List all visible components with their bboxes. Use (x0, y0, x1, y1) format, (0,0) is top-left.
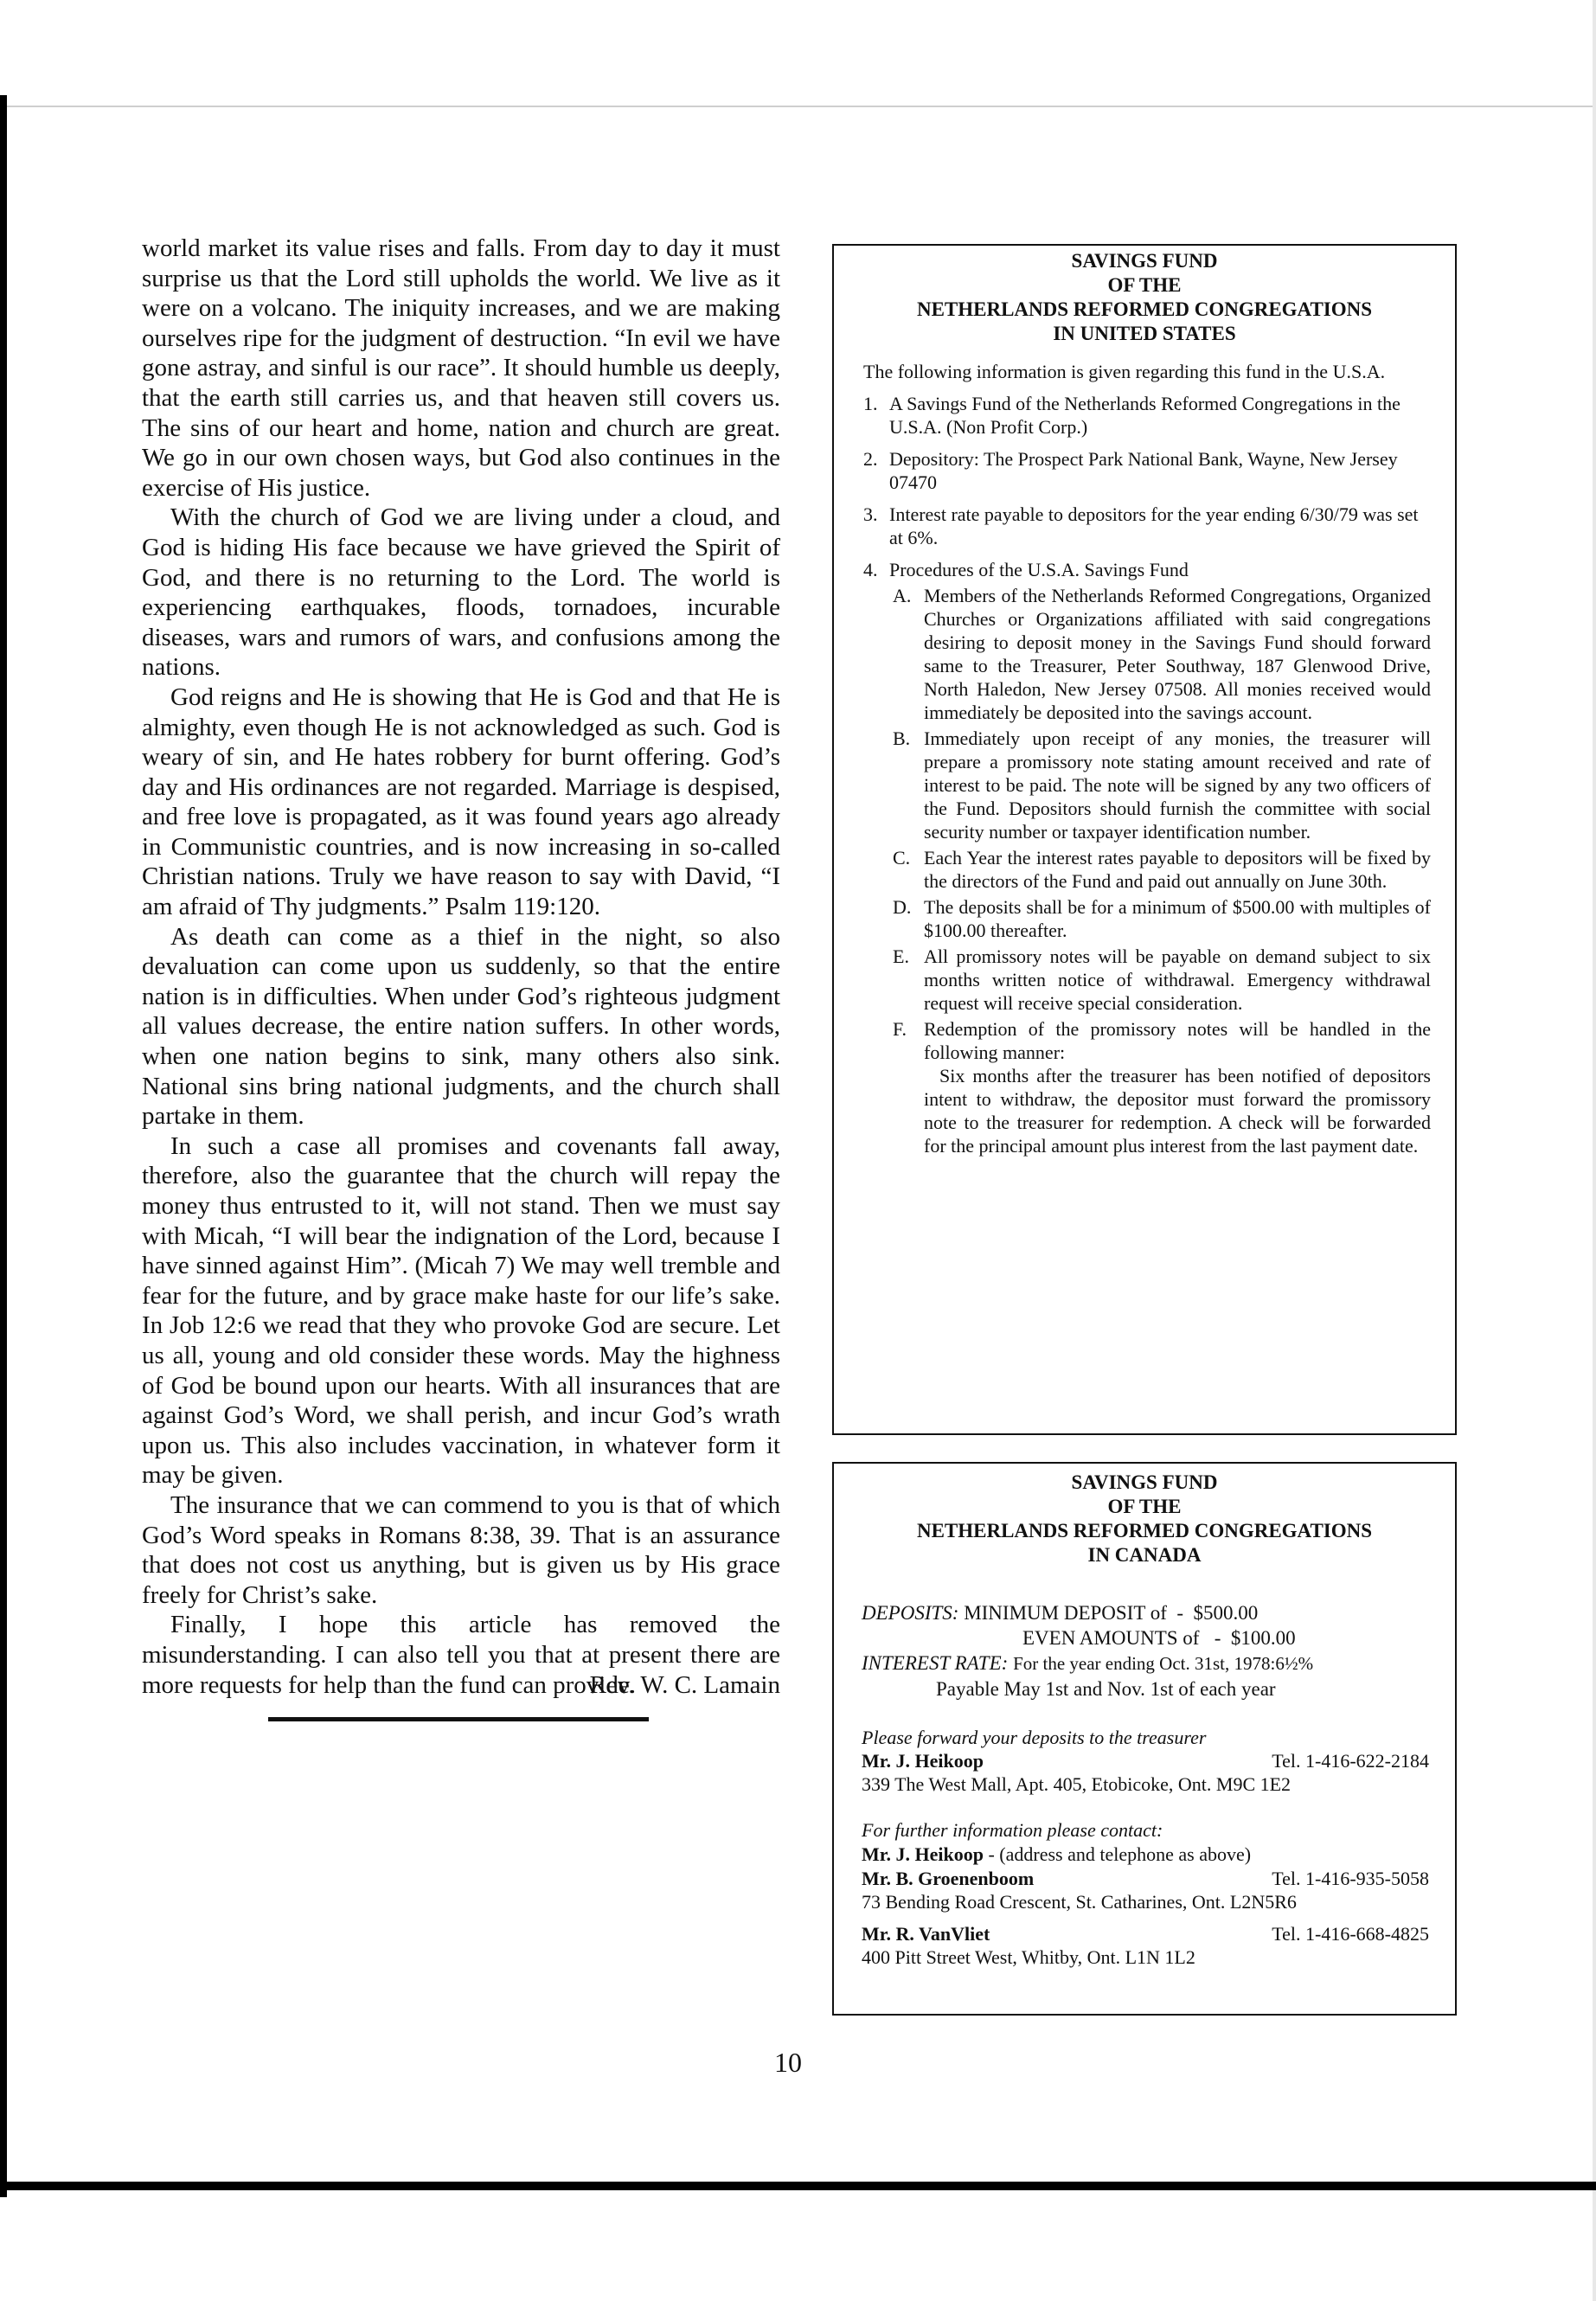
scan-top-line (0, 106, 1596, 107)
contact-2-address: 73 Bending Road Crescent, St. Catharines, Ont. L2N5R6 (862, 1891, 1297, 1913)
procedure-letter: C. (893, 847, 911, 868)
item-number: 1. (863, 393, 878, 414)
article-paragraph: As death can come as a thief in the night, so also devaluation can come upon us suddenly, so that the entire nation is in difficulties. When under God’s righteous judgment all values decrease, the entire nation suffers. In other words, when one nation begins to sink, many others also sink. National sins bring national judgments, and the church shall partake in them. (142, 922, 780, 1131)
item-text: Depository: The Prospect Park National Bank, Wayne, New Jersey 07470 (889, 448, 1398, 493)
procedure-text: The deposits shall be for a minimum of $500.00 with multiples of $100.00 thereafter. (924, 896, 1431, 941)
procedure-text: Members of the Netherlands Reformed Congregations, Organized Churches or Organizations affiliated with said congregations desiring to deposit money in the Savings Fund should forward same to the Treasurer, Peter Southway, 187 Glenwood Drive, North Haledon, New Jersey 07508. All monies received would immediately be deposited into the savings account. (924, 585, 1431, 723)
article-column (142, 234, 780, 1721)
contact-3-address: 400 Pitt Street West, Whitby, Ont. L1N 1L2 (862, 1946, 1195, 1968)
article-paragraph: world market its value rises and falls. From day to day it must surprise us that the Lord still upholds the world. We live as it were on a volcano. The iniquity increases, and we are making ourselves ripe for the judgment of destruction. “In evil we have gone astray, and sinful is our race”. It should humble us deeply, that the earth still carries us, and that heaven still covers us. The sins of our heart and home, nation and church are great. We go in our own chosen ways, but God also continues in the exercise of His justice. (142, 234, 780, 502)
heading-line: OF THE (1107, 274, 1182, 296)
procedure-item (863, 945, 1431, 1015)
procedure-text: Immediately upon receipt of any monies, the treasurer will prepare a promissory note stating amount received and rate of interest to be paid. The note will be signed by any two officers of the Fund. Depositors should furnish the committee with social security number or taxpayer identification number. (924, 727, 1431, 843)
treasurer-address: 339 The West Mall, Apt. 405, Etobicoke, Ont. M9C 1E2 (862, 1773, 1292, 1795)
scan-left-edge (0, 95, 7, 2197)
procedure-letter: F. (893, 1018, 907, 1040)
deposits-even: EVEN AMOUNTS of - $100.00 (1022, 1627, 1296, 1649)
canada-savings-fund-box (832, 1462, 1457, 2016)
us-savings-fund-box (832, 244, 1457, 1435)
procedure-text: All promissory notes will be payable on demand subject to six months written notice of withdrawal. Emergency withdrawal request will receive special consideration. (924, 945, 1431, 1014)
article-paragraph: God reigns and He is showing that He is God and that He is almighty, even though He is not acknowledged as such. God is weary of sin, and He hates robbery for burnt offering. God’s day and His ordinances are not regarded. Marriage is despised, and free love is propagated, as it was found years ago already in Communistic countries, and is now increasing in so-called Christian nations. Truly we have reason to say with David, “I am afraid of Thy judgments.” Psalm 119:120. (142, 683, 780, 921)
bottom-rule (0, 2182, 1596, 2190)
treasurer-row (862, 1749, 1429, 1772)
contact-1-row (862, 1842, 1429, 1867)
item-number: 2. (863, 448, 878, 470)
procedure-letter: B. (893, 727, 911, 749)
item-text: A Savings Fund of the Netherlands Reformed Congregations in the U.S.A. (Non Profit Corp.) (889, 393, 1401, 438)
item-number: 4. (863, 559, 878, 580)
deposits-label: DEPOSITS: (862, 1602, 959, 1624)
article-paragraph: The insurance that we can commend to you is that of which God’s Word speaks in Romans 8:38, 39. That is an assurance that does not cost us anything, but is given us by His grace freely for Christ’s sake. (142, 1490, 780, 1609)
heading-line: NETHERLANDS REFORMED CONGREGATIONS (916, 298, 1373, 320)
heading-line: IN UNITED STATES (1053, 323, 1236, 344)
interest-row (862, 1650, 1429, 1676)
payable-dates: Payable May 1st and Nov. 1st of each year (936, 1678, 1276, 1700)
item-text: Interest rate payable to depositors for the year ending 6/30/79 was set at 6%. (889, 503, 1419, 548)
contact-3-row (862, 1922, 1429, 1945)
contact-2-tel: Tel. 1-416-935-5058 (1272, 1868, 1429, 1889)
numbered-item (863, 558, 1431, 581)
contact-3-tel: Tel. 1-416-668-4825 (1272, 1923, 1429, 1945)
scan-right-edge (1593, 0, 1596, 2301)
numbered-item (863, 392, 1431, 439)
procedure-text: Each Year the interest rates payable to depositors will be fixed by the directors of the Fund and paid out annually on June 30th. (924, 847, 1431, 892)
canada-fund-heading (834, 1471, 1455, 1567)
procedure-item (863, 846, 1431, 893)
item-number: 3. (863, 503, 878, 525)
article-end-rule (268, 1717, 649, 1721)
treasurer-tel: Tel. 1-416-622-2184 (1272, 1750, 1429, 1772)
article-signature: Rev. W. C. Lamain (589, 1670, 780, 1699)
procedure-letter: D. (893, 896, 912, 918)
item-text: Procedures of the U.S.A. Savings Fund (889, 559, 1189, 580)
article-final-paragraph: Finally, I hope this article has removed the misunderstanding. I can also tell you that at present there are more requests for help than the fund can provide. (142, 1611, 780, 1699)
contact-2-name: Mr. B. Groenenboom (862, 1868, 1035, 1889)
procedure-text: Redemption of the promissory notes will be handled in the following manner: (924, 1018, 1431, 1063)
deposits-row (862, 1600, 1429, 1625)
heading-line: NETHERLANDS REFORMED CONGREGATIONS (916, 1520, 1373, 1541)
contact-1-note: - (address and telephone as above) (988, 1843, 1252, 1865)
numbered-item (863, 503, 1431, 549)
procedure-letter: E. (893, 945, 909, 967)
heading-line: SAVINGS FUND (1071, 1471, 1218, 1493)
forward-label: Please forward your deposits to the treasurer (862, 1727, 1207, 1748)
procedure-letter: A. (893, 585, 912, 606)
procedure-item (863, 1017, 1431, 1064)
procedure-item (863, 727, 1431, 843)
heading-line: IN CANADA (1087, 1544, 1202, 1566)
treasurer-name: Mr. J. Heikoop (862, 1750, 984, 1772)
procedure-item (863, 584, 1431, 724)
contact-2-row (862, 1867, 1429, 1890)
numbered-item (863, 447, 1431, 494)
deposits-minimum: MINIMUM DEPOSIT of - $500.00 (964, 1602, 1259, 1624)
contact-3-name: Mr. R. VanVliet (862, 1923, 990, 1945)
us-fund-heading (834, 249, 1455, 346)
article-paragraph: With the church of God we are living under a cloud, and God is hiding His face because we have grieved the Spirit of God, and there is no returning to the Lord. The world is experiencing earthquakes, floods, tornadoes, incurable diseases, wars and rumors of wars, and confusions among the nations. (142, 503, 780, 682)
contact-label: For further information please contact: (862, 1819, 1163, 1841)
article-paragraph: In such a case all promises and covenants fall away, therefore, also the guarantee that the church will repay the money thus entrusted to it, will not stand. Then we must say with Micah, “I will bear the indignation of the Lord, because I have sinned against Him”. (Micah 7) We may well tremble and fear for the future, and by grace make haste for our life’s sake. In Job 12:6 we read that they who provoke God are secure. Let us all, young and old consider these words. May the highness of God be bound upon our hearts. With all insurances that are against God’s Word, we shall perish, and incur God’s wrath upon us. This also includes vaccination, in whatever form it may be given. (142, 1131, 780, 1490)
heading-line: SAVINGS FUND (1071, 250, 1218, 272)
procedure-item (863, 895, 1431, 942)
contact-1-name: Mr. J. Heikoop (862, 1843, 984, 1865)
redemption-note: Six months after the treasurer has been notified of depositors intent to withdraw, the depositor must forward the promissory note to the treasurer for redemption. A check will be forwarded for the principal amount plus interest from the last payment date. (924, 1065, 1431, 1157)
page-number: 10 (774, 2047, 802, 2078)
heading-line: OF THE (1107, 1496, 1182, 1517)
interest-label: INTEREST RATE: (862, 1652, 1009, 1674)
us-fund-intro: The following information is given regarding this fund in the U.S.A. (863, 361, 1386, 382)
interest-text: For the year ending Oct. 31st, 1978:6½% (1013, 1653, 1314, 1674)
